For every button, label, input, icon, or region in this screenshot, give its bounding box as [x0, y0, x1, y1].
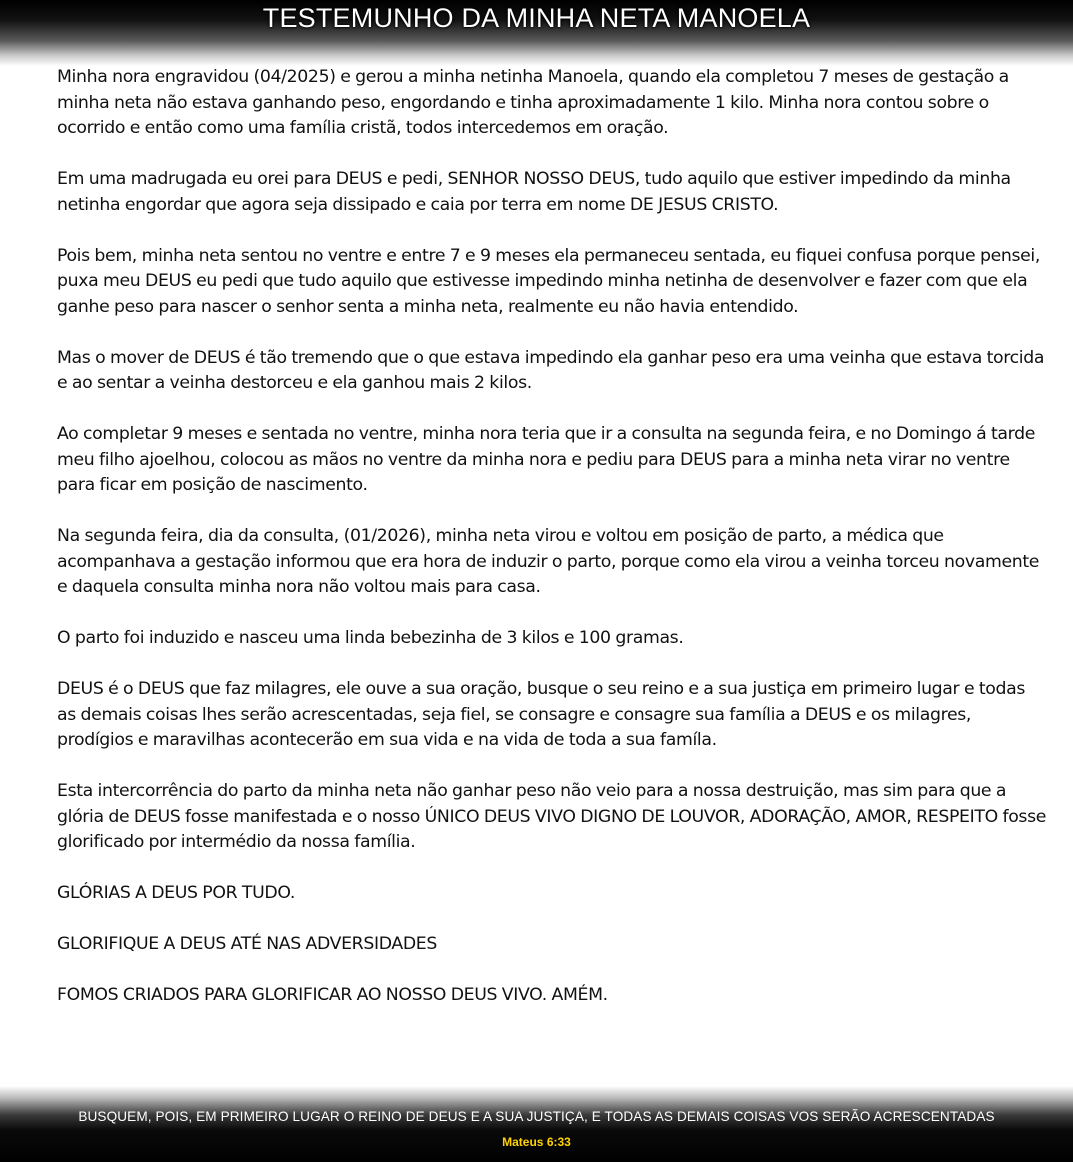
- header-bar: [0, 0, 1073, 66]
- footer-bar: [0, 1086, 1073, 1162]
- closing-line-3: FOMOS CRIADOS PARA GLORIFICAR AO NOSSO DEUS VIVO. AMÉM.: [57, 985, 608, 1005]
- footer-verse: BUSQUEM, POIS, EM PRIMEIRO LUGAR O REINO DE DEUS E A SUA JUSTIÇA, E TODAS AS DEMAIS COISAS VOS SERÃO ACRESCENTADAS: [78, 1109, 995, 1124]
- page-title: TESTEMUNHO DA MINHA NETA MANOELA: [262, 3, 811, 33]
- paragraph-3: Pois bem, minha neta sentou no ventre e entre 7 e 9 meses ela permaneceu sentada, eu fiquei confusa porque pensei, puxa meu DEUS eu pedi que tudo aquilo que estivesse impedindo minha netinha de desenvolver e fazer com que ela ganhe peso para nascer o senhor senta a minha neta, realmente eu não havia entendido.: [57, 245, 1040, 317]
- paragraph-2: Em uma madrugada eu orei para DEUS e pedi, SENHOR NOSSO DEUS, tudo aquilo que estiver impedindo da minha netinha engordar que agora seja dissipado e caia por terra em nome DE JESUS CRISTO.: [57, 169, 1011, 215]
- testimony-body: [57, 65, 1047, 1034]
- closing-line-1: GLÓRIAS A DEUS POR TUDO.: [57, 883, 296, 903]
- paragraph-6: Na segunda feira, dia da consulta, (01/2026), minha neta virou e voltou em posição de parto, a médica que acompanhava a gestação informou que era hora de induzir o parto, porque como ela virou a veinha torceu novamente e daquela consulta minha nora não voltou mais para casa.: [57, 526, 1040, 597]
- paragraph-7: O parto foi induzido e nasceu uma linda bebezinha de 3 kilos e 100 gramas.: [57, 628, 684, 648]
- paragraph-1: Minha nora engravidou (04/2025) e gerou a minha netinha Manoela, quando ela completou 7 meses de gestação a minha neta não estava ganhando peso, engordando e tinha aproximadamente 1 kilo. Minha nora contou sobre o ocorrido e então como uma família cristã, todos intercedemos em oração.: [57, 67, 1009, 138]
- paragraph-9: Esta intercorrência do parto da minha neta não ganhar peso não veio para a nossa destruição, mas sim para que a glória de DEUS fosse manifestada e o nosso ÚNICO DEUS VIVO DIGNO DE LOUVOR, ADORAÇÃO, AMOR, RESPEITO fosse glorificado por intermédio da nossa família.: [57, 781, 1047, 852]
- paragraph-8: DEUS é o DEUS que faz milagres, ele ouve a sua oração, busque o seu reino e a sua justiça em primeiro lugar e todas as demais coisas lhes serão acrescentadas, seja fiel, se consagre e consagre sua família a DEUS e os milagres, prodígios e maravilhas acontecerão em sua vida e na vida de toda a sua famíla.: [57, 679, 1026, 750]
- footer-reference: Mateus 6:33: [502, 1135, 571, 1149]
- closing-line-2: GLORIFIQUE A DEUS ATÉ NAS ADVERSIDADES: [57, 934, 437, 954]
- paragraph-5: Ao completar 9 meses e sentada no ventre, minha nora teria que ir a consulta na segunda feira, e no Domingo á tarde meu filho ajoelhou, colocou as mãos no ventre da minha nora e pediu para DEUS para a minha neta virar no ventre para ficar em posição de nascimento.: [57, 424, 1035, 495]
- paragraph-4: Mas o mover de DEUS é tão tremendo que o que estava impedindo ela ganhar peso era uma veinha que estava torcida e ao sentar a veinha destorceu e ela ganhou mais 2 kilos.: [57, 347, 1045, 393]
